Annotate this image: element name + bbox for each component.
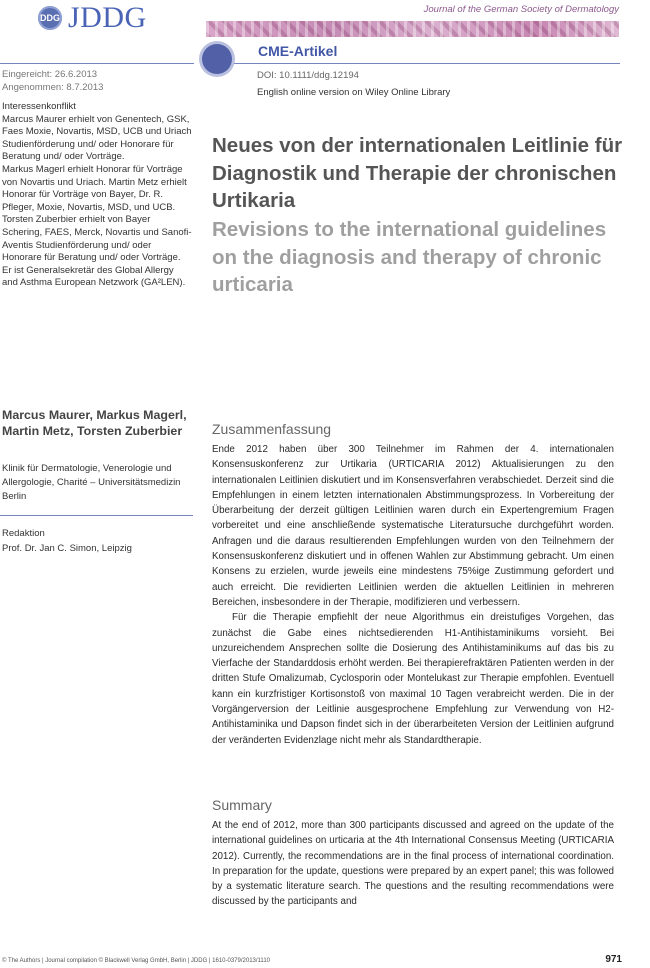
editorial-label: Redaktion bbox=[2, 528, 45, 539]
doi-link[interactable]: DOI: 10.1111/ddg.12194 bbox=[257, 70, 359, 81]
journal-name: Journal of the German Society of Dermatology bbox=[423, 4, 619, 15]
zusammenfassung-body bbox=[212, 442, 614, 748]
sidebar-divider bbox=[0, 515, 193, 516]
accepted-date: Angenommen: 8.7.2013 bbox=[2, 81, 104, 93]
section-label: CME-Artikel bbox=[258, 43, 338, 59]
conflict-paragraph: Markus Magerl erhielt Honorar für Vorträge von Novartis und Uriach. Martin Metz erhielt Honorar für Vorträge von Bayer, Dr. R. Pfleger, Moxie, Novartis, MSD, und UCB. Torsten Zuberbier erhielt von Bayer Schering, FAES, Merck, Novartis und Sanofi-Aventis Studienförderung und/ oder Honorare für Beratung und/ oder Vorträge. Er ist Generalsekretär des Global Allergy and Asthma European Netzwork (GA²LEN). bbox=[2, 163, 192, 289]
journal-logo bbox=[38, 1, 147, 34]
summary-body bbox=[212, 818, 614, 910]
section-circle-icon bbox=[202, 44, 232, 74]
conflict-of-interest bbox=[2, 101, 192, 290]
dermatology-society-badge-icon: DDG bbox=[38, 6, 62, 30]
top-divider-right bbox=[234, 63, 620, 64]
zusammenfassung-heading: Zusammenfassung bbox=[212, 421, 332, 437]
summary-heading: Summary bbox=[212, 797, 272, 813]
top-divider-left bbox=[0, 63, 194, 64]
conflict-heading: Interessenkonflikt bbox=[2, 101, 76, 112]
received-date: Eingereicht: 26.6.2013 bbox=[2, 69, 98, 80]
conflict-paragraph: Marcus Maurer erhielt von Genentech, GSK, Faes Moxie, Novartis, MSD, UCB und Uriach Studienförderung und/ oder Honorare für Beratung und/ oder Vorträge. bbox=[2, 113, 192, 163]
editorial-info bbox=[2, 526, 192, 556]
page-number: 971 bbox=[605, 954, 622, 965]
author-affiliation: Klinik für Dermatologie, Venerologie und Allergologie, Charité – Universitätsmedizin Berlin bbox=[2, 463, 181, 502]
decorative-banner bbox=[206, 21, 619, 37]
zusammenfassung-paragraph: Ende 2012 haben über 300 Teilnehmer im Rahmen der 4. internationalen Konsensuskonferenz zur Urtikaria (URTICARIA 2012) Aktualisierungen zu den internationalen Leitlinien diskutiert und im Konsensverfahren verabschiedet. Derzeit sind die Empfehlungen in einem letzten internationalen Abstimmungsprozess. In Vorbereitung der Überarbeitung der derzeit gültigen Leitlinien waren durch ein Expertengremium Fragen vorbereitet und eine anschließende systematische Literatursuche durchgeführt worden. Anfragen und die daraus resultierenden Empfehlungen wurden von den Teilnehmern der Konsensuskonferenz diskutiert und in offenen Wahlen zur Abstimmung gebracht. Um einen Konsens zu erzielen, wurde jeweils eine mindestens 75%ige Zustimmung gefordert und auch erreicht. Die revidierten Leitlinien werden die aktuellen Leitlinien in mehreren Bereichen, insbesondere in der Therapie, modifizieren und verbessern. bbox=[212, 444, 614, 608]
summary-paragraph: At the end of 2012, more than 300 participants discussed and agreed on the update of the international guidelines on urticaria at the 4th International Consensus Meeting (URTICARIA 2012). Currently, the recommendations are in the final process of international coordination. In preparation for the update, questions were prepared by an expert panel; this was followed by a systematic literature search. The questions and the resulting recommendations were discussed by the participants and bbox=[212, 820, 614, 908]
online-version-note: English online version on Wiley Online Library bbox=[257, 87, 451, 98]
zusammenfassung-paragraph: Für die Therapie empfiehlt der neue Algorithmus ein dreistufiges Vorgehen, das zunächst die Gabe eines nichtsedierenden H1-Antihistaminikums vorsieht. Bei unzureichendem Ansprechen sollte die Dosierung des Antihistaminikums auf das bis zu Vierfache der Standarddosis erhöht werden. Bei therapierefraktären Patienten werden in der dritten Stufe Omalizumab, Cyclosporin oder Montelukast zur Therapie empfohlen. Eventuell kann ein kurzfristiger Kortisonstoß von maximal 10 Tagen verabreicht werden. Die in der Vorgängerversion der Leitlinie ausgesprochene Empfehlung zur Verwendung von H2-Antihistaminika und Dapson findet sich in der überarbeiteten Version der Leitlinien aufgrund der veränderten Evidenzlage nicht mehr als Standardtherapie. bbox=[212, 612, 614, 746]
footer-copyright: © The Authors | Journal compilation © Blackwell Verlag GmbH, Berlin | JDDG | 1610-0379/2013/1110 bbox=[2, 958, 270, 964]
submission-dates bbox=[2, 69, 192, 94]
article-title-german: Neues von der internationalen Leitlinie für Diagnostik und Therapie der chronischen Urtikaria bbox=[212, 134, 623, 212]
editor-name: Prof. Dr. Jan C. Simon, Leipzig bbox=[2, 543, 132, 554]
article-title-english: Revisions to the international guidelines on the diagnosis and therapy of chronic urticaria bbox=[212, 218, 607, 296]
logo-text: JDDG bbox=[68, 1, 147, 34]
author-list: Marcus Maurer, Markus Magerl, Martin Metz, Torsten Zuberbier bbox=[2, 408, 187, 438]
